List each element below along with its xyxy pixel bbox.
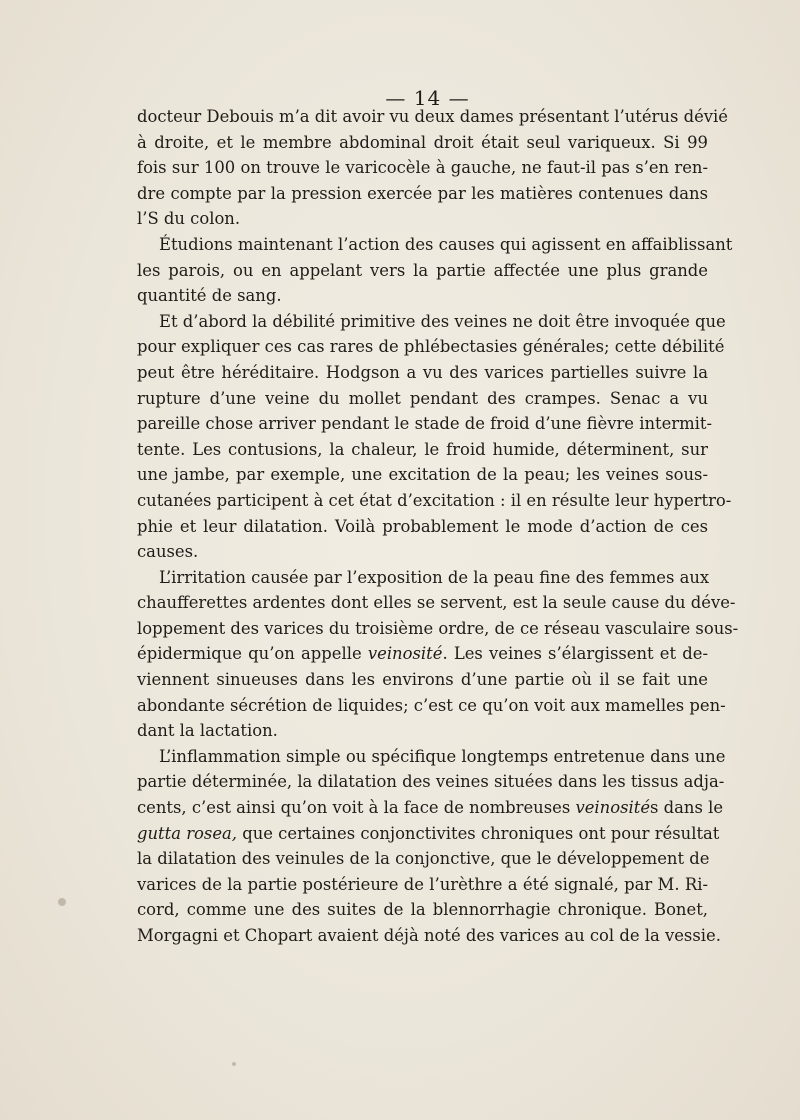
text-line: fois sur 100 on trouve le varicocèle à gauche, ne faut-il pas s’en ren- (137, 158, 708, 178)
text-line: L’irritation causée par l’exposition de la peau fine des femmes aux (159, 567, 710, 587)
paragraph (137, 744, 726, 949)
text-line: phie et leur dilatation. Voilà probablement le mode d’action de ces (137, 516, 708, 536)
paper-spot (232, 1062, 236, 1066)
text-line: peut être héréditaire. Hodgson a vu des varices partielles suivre la (137, 362, 708, 382)
text-line: cutanées participent à cet état d’excitation : il en résulte leur hypertro- (137, 490, 732, 510)
text-line: à droite, et le membre abdominal droit était seul variqueux. Si 99 (137, 132, 708, 152)
text-line: épidermique qu’on appelle veinosité. Les veines s’élargissent et de- (137, 644, 708, 664)
text-line: l’S du colon. (137, 209, 241, 229)
text-line: causes. (137, 542, 199, 562)
page-number: — 14 — (385, 86, 470, 110)
text-line: gutta rosea, que certaines conjonctivites chroniques ont pour résultat (137, 823, 720, 843)
text-line: dant la lactation. (137, 721, 278, 741)
text-line: une jambe, par exemple, une excitation de la peau; les veines sous- (137, 465, 708, 485)
text-line: varices de la partie postérieure de l’urèthre a été signalé, par M. Ri- (137, 874, 708, 894)
text-line: quantité de sang. (137, 286, 282, 306)
text-line: viennent sinueuses dans les environs d’une partie où il se fait une (137, 670, 708, 690)
text-line: pareille chose arriver pendant le stade de froid d’une fièvre intermit- (137, 414, 713, 434)
text-line: cents, c’est ainsi qu’on voit à la face de nombreuses veinosités dans le (137, 798, 724, 818)
paragraph (137, 104, 728, 232)
text-line: Morgagni et Chopart avaient déjà noté des varices au col de la vessie. (137, 926, 721, 945)
text-line: la dilatation des veinules de la conjonctive, que le développement de (137, 849, 710, 869)
paper-spot (58, 898, 66, 906)
italic-term: veinosité (575, 798, 651, 818)
text-line: loppement des varices du troisième ordre, de ce réseau vasculaire sous- (137, 618, 739, 638)
text-line: rupture d’une veine du mollet pendant des crampes. Senac a vu (137, 388, 708, 408)
italic-term: gutta rosea, (137, 823, 238, 843)
text-line: pour expliquer ces cas rares de phlébectasies générales; cette débilité (137, 337, 725, 357)
text-line: dre compte par la pression exercée par les matières contenues dans (137, 183, 708, 203)
text-line: L’inflammation simple ou spécifique longtemps entretenue dans une (159, 746, 726, 766)
text-line: Étudions maintenant l’action des causes qui agissent en affaiblissant (159, 234, 733, 254)
text-line: docteur Debouis m’a dit avoir vu deux dames présentant l’utérus dévié (137, 107, 728, 126)
text-line: abondante sécrétion de liquides; c’est ce qu’on voit aux mamelles pen- (137, 695, 726, 715)
text-line: partie déterminée, la dilatation des veines situées dans les tissus adja- (137, 772, 725, 792)
italic-term: veinosité (367, 644, 443, 664)
text-line: cord, comme une des suites de la blennorrhagie chronique. Bonet, (137, 900, 708, 920)
paragraph (137, 565, 739, 744)
paragraph (137, 309, 732, 565)
text-line: tente. Les contusions, la chaleur, le froid humide, déterminent, sur (137, 439, 708, 459)
paragraph (137, 232, 733, 309)
text-line: Et d’abord la débilité primitive des veines ne doit être invoquée que (159, 311, 726, 331)
body-text (137, 104, 739, 949)
text-line: chaufferettes ardentes dont elles se servent, est la seule cause du déve- (137, 593, 736, 613)
text-line: les parois, ou en appelant vers la partie affectée une plus grande (137, 260, 708, 280)
